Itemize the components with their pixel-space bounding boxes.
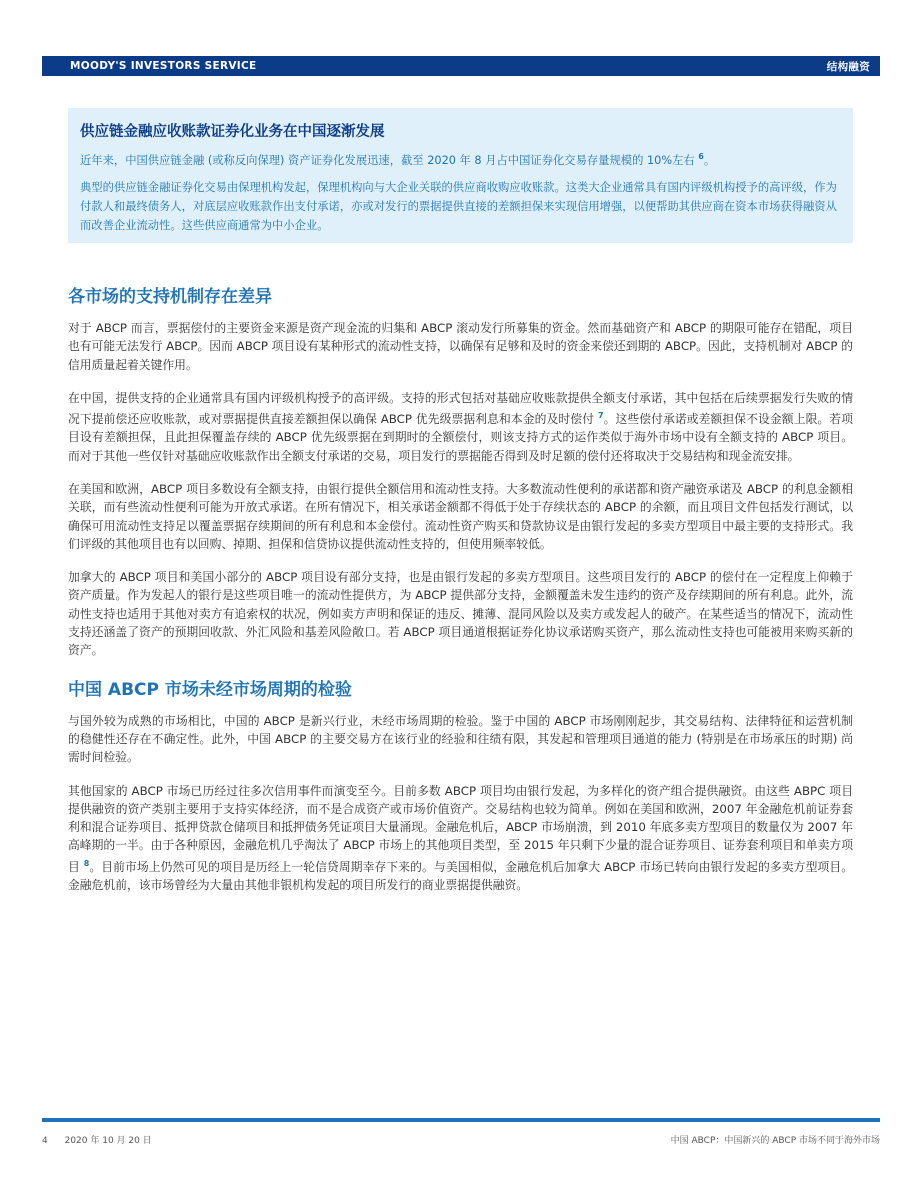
callout-title: 供应链金融应收账款证券化业务在中国逐渐发展 xyxy=(80,124,385,140)
section-heading-market-cycle: 中国 ABCP 市场未经市场周期的检验 xyxy=(68,679,352,700)
publication-date: 2020 年 10 月 20 日 xyxy=(64,1136,152,1146)
footnote-link-8[interactable]: 8 xyxy=(83,858,90,868)
paragraph: 与国外较为成熟的市场相比，中国的 ABCP 是新兴行业，未经市场周期的检验。鉴于中国的 ABCP 市场刚刚起步，其交易结构、法律特征和运营机制的稳健性还存在不确定性。此外，中国 ABCP 的主要交易方在该行业的经验和往绩有限，其发起和管理项目通道的能力 (特别是在市场承压的时期) 尚需时间检验。 xyxy=(68,713,853,765)
header-brand: MOODY'S INVESTORS SERVICE xyxy=(70,60,257,72)
header-section: 结构融资 xyxy=(826,60,870,73)
footer-left xyxy=(42,1133,166,1146)
paragraph-text: 。目前市场上仍然可见的项目是历经上一轮信贷周期幸存下来的。与美国相似，金融危机后加拿大 ABCP 市场已转向由银行发起的多卖方型项目。金融危机前，该市场曾经为大量由其他非银机构发起的项目所发行的商业票据提供融资。 xyxy=(68,859,854,892)
paragraph xyxy=(68,782,853,895)
page-number: 4 xyxy=(42,1136,48,1146)
footnote-link-6[interactable]: 6 xyxy=(698,152,704,161)
callout-paragraph-2: 典型的供应链金融证券化交易由保理机构发起，保理机构向与大企业关联的供应商收购应收账款。这类大企业通常具有国内评级机构授予的高评级，作为付款人和最终债务人，对底层应收账款作出支付承诺，亦或对发行的票据提供直接的差额担保来实现信用增强，以便帮助其供应商在资本市场获得融资从而改善企业流动性。这些供应商通常为中小企业。 xyxy=(80,180,837,232)
callout-box xyxy=(68,108,853,243)
callout-p1-end: 。 xyxy=(703,153,716,167)
section-heading-support: 各市场的支持机制存在差异 xyxy=(68,287,272,307)
main-content xyxy=(68,282,853,909)
footnote-link-7[interactable]: 7 xyxy=(597,411,604,421)
footer-rule xyxy=(42,1118,880,1122)
footer-report-title: 中国 ABCP：中国新兴的 ABCP 市场不同于海外市场 xyxy=(670,1136,880,1146)
paragraph: 对于 ABCP 而言，票据偿付的主要资金来源是资产现金流的归集和 ABCP 滚动发行所募集的资金。然而基础资产和 ABCP 的期限可能存在错配，项目也有可能无法发行 ABCP。因而 ABCP 项目设有某种形式的流动性支持，以确保有足够和及时的资金来偿还到期的 ABCP。因此，支持机制对 ABCP 的信用质量起着关键作用。 xyxy=(68,321,853,372)
paragraph: 在美国和欧洲，ABCP 项目多数设有全额支持，由银行提供全额信用和流动性支持。大多数流动性便利的承诺都和资产融资承诺及 ABCP 的利息金额相关联，而有些流动性便利可能为开放式承诺。在所有情况下，相关承诺金额都不得低于处于存续状态的 ABCP 的余额，而且项目文件包括发行测试，以确保可用流动性支持足以覆盖票据存续期间的所有利息和本金偿付。流动性资产购买和贷款协议是由银行发起的多卖方型项目中最主要的支持形式。我们评级的其他项目也有以回购、掉期、担保和信贷协议提供流动性支持的，但使用频率较低。 xyxy=(68,482,853,551)
paragraph: 加拿大的 ABCP 项目和美国小部分的 ABCP 项目设有部分支持，也是由银行发起的多卖方型项目。这些项目发行的 ABCP 的偿付在一定程度上仰赖于资产质量。作为发起人的银行是这些项目唯一的流动性提供方，为 ABCP 提供部分支持，金额覆盖未发生违约的资产及存续期间的所有利息。此外，流动性支持也适用于其他对卖方有追索权的状况，例如卖方声明和保证的违反、摊薄、混同风险以及卖方或发起人的破产。在某些适当的情况下，流动性支持还涵盖了资产的预期回收款、外汇风险和基差风险敞口。若 ABCP 项目通道根据证券化协议承诺购买资产，那么流动性支持也可能被用来购买新的资产。 xyxy=(68,570,853,658)
paragraph-text: 在中国，提供支持的企业通常具有国内评级机构授予的高评级。支持的形式包括对基础应收账款提供全额支付承诺，其中包括在后续票据发行失败的情况下提前偿还应收账款，或对票据提供直接差额担保以确保 ABCP 优先级票据利息和本金的及时偿付 xyxy=(68,390,853,427)
callout-p1-text: 近年来，中国供应链金融 (或称反向保理) 资产证券化发展迅速，截至 2020 年 8 月占中国证券化交易存量规模的 10%左右 xyxy=(80,153,695,167)
header-bar xyxy=(42,56,880,76)
paragraph-text: 。这些偿付承诺或差额担保不设金额上限。若项目设有差额担保，且此担保覆盖存续的 ABCP 优先级票据在到期时的全额偿付，则该支持方式的运作类似于海外市场中设有全额支持的 ABCP 项目。而对于其他一些仅针对基础应收账款作出全额支付承诺的交易，项目发行的票据能否得到及时足额的偿付还将取决于交易结构和现金流安排。 xyxy=(68,412,854,463)
paragraph-text: 其他国家的 ABCP 市场已历经过往多次信用事件而演变至今。目前多数 ABCP 项目均由银行发起，为多样化的资产组合提供融资。由这些 ABPC 项目提供融资的资产类别主要用于支持实体经济，而不是合成资产或市场价值资产。交易结构也较为简单。例如在美国和欧洲，2007 年金融危机前证券套利和混合证券项目、抵押贷款仓储项目和抵押债务凭证项目大量涌现。金融危机后，ABCP 市场崩溃，到 2010 年底多卖方型项目的数量仅为 2007 年高峰期的一半。由于各种原因，金融危机几乎淘汰了 ABCP 市场上的其他项目类型，至 2015 年只剩下少量的混合证券项目、证券套利项目和单卖方项目 xyxy=(68,783,853,874)
callout-paragraph-1 xyxy=(80,147,841,170)
paragraph xyxy=(68,389,853,465)
